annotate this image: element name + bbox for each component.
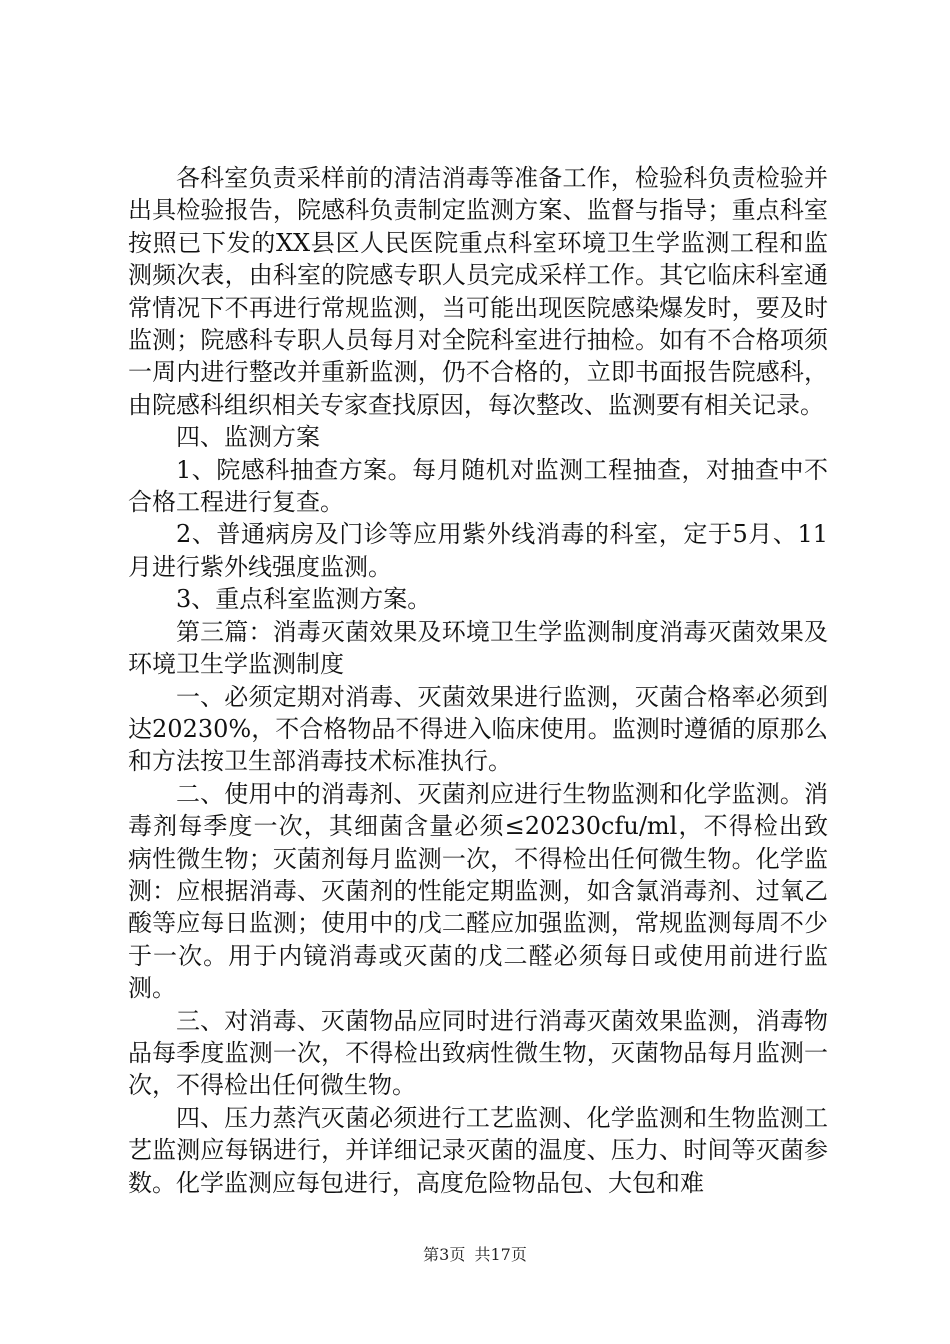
paragraph: 三、对消毒、灭菌物品应同时进行消毒灭菌效果监测，消毒物品每季度监测一次，不得检出致病性微生物，灭菌物品每月监测一次，不得检出任何微生物。 — [128, 1006, 828, 1100]
chapter-heading: 第三篇：消毒灭菌效果及环境卫生学监测制度消毒灭菌效果及环境卫生学监测制度 — [128, 617, 828, 679]
page-number: 第3页 — [423, 1245, 466, 1264]
paragraph: 四、压力蒸汽灭菌必须进行工艺监测、化学监测和生物监测工艺监测应每锅进行，并详细记录灭菌的温度、压力、时间等灭菌参数。化学监测应每包进行，高度危险物品包、大包和难 — [128, 1103, 828, 1197]
page-total: 共17页 — [474, 1245, 527, 1264]
paragraph: 3、重点科室监测方案。 — [176, 585, 432, 614]
paragraph: 2、普通病房及门诊等应用紫外线消毒的科室，定于5月、11月进行紫外线强度监测。 — [128, 520, 828, 581]
paragraph: 各科室负责采样前的清洁消毒等准备工作，检验科负责检验并出具检验报告，院感科负责制定监测方案、监督与指导；重点科室按照已下发的XX县区人民医院重点科室环境卫生学监测工程和监测频次表，由科室的院感专职人员完成采样工作。其它临床科室通常情况下不再进行常规监测，当可能出现医院感染爆发时，要及时监测；院感科专职人员每月对全院科室进行抽检。如有不合格项须一周内进行整改并重新监测，仍不合格的，立即书面报告院感科，由院感科组织相关专家查找原因，每次整改、监测要有相关记录。 — [128, 164, 828, 419]
paragraph: 一、必须定期对消毒、灭菌效果进行监测，灭菌合格率必须到达20230%，不合格物品不得进入临床使用。监测时遵循的原那么和方法按卫生部消毒技术标准执行。 — [128, 682, 828, 776]
section-heading: 四、监测方案 — [176, 423, 320, 452]
document-body — [128, 162, 828, 1199]
paragraph: 二、使用中的消毒剂、灭菌剂应进行生物监测和化学监测。消毒剂每季度一次，其细菌含量必须≤20230cfu/ml，不得检出致病性微生物；灭菌剂每月监测一次，不得检出任何微生物。化学监测：应根据消毒、灭菌剂的性能定期监测，如含氯消毒剂、过氧乙酸等应每日监测；使用中的戊二醛应加强监测，常规监测每周不少于一次。用于内镜消毒或灭菌的戊二醛必须每日或使用前进行监测。 — [128, 779, 828, 1003]
page-footer — [0, 1245, 950, 1265]
paragraph: 1、院感科抽查方案。每月随机对监测工程抽查，对抽查中不合格工程进行复查。 — [128, 455, 828, 517]
